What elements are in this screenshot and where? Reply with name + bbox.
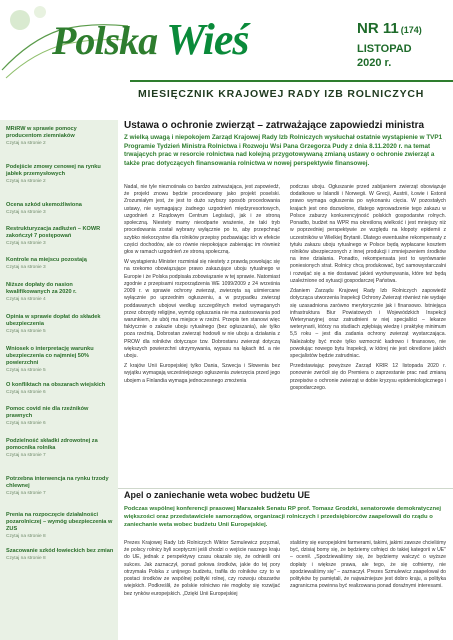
- tagline-divider: [130, 80, 453, 82]
- toc-item-page-ref: Czytaj na stronie 5: [6, 367, 46, 373]
- toc-item-title: Niższe dopłaty do nasion kwalifikowanych za 2020 r.: [6, 282, 77, 295]
- tagline: MIESIĘCZNIK KRAJOWEJ RADY IZB ROLNICZYCH: [138, 88, 425, 100]
- toc-item-page-ref: Czytaj na stronie 6: [6, 420, 46, 426]
- toc-item-page-ref: Czytaj na stronie 2: [6, 140, 46, 146]
- article-paragraph: Z krajów Unii Europejskiej tylko Dania, Szwecja i Słowenia bez wyjątku wymagają wcześniejszego ogłuszenia zwierzęcia przed jego ubojem a Finlandia wymaga jednoczesnego zmożenia: [124, 363, 280, 384]
- toc-item[interactable]: [6, 512, 114, 539]
- article-paragraph: Zdaniem Zarządu Krajowej Rady Izb Rolniczych zapowiedź dotycząca utworzenia Inspekcji Ochrony Zwierząt również nie wydaje się uzasadniona zarówno merytorycznie jak i finansowo. Istniejąca infrastruktura Biur Powiatowych i Wojewódzkich Inspekcji Weterynaryjnej oraz zatrudnieni w niej specjaliści – lekarze weterynarii, którzy na studiach zgłębiają wiedzę i praktykę minimum 5,5 roku – jest dla zadania ochrony zwierząt wystarczająca. Należałoby być może tylko wzmocnić kadrowo i finansowo, nie powołując nowego bytu Inspekcji, w której nie jest określone jakich specjalistów będzie zatrudniac.: [290, 288, 446, 360]
- toc-item-page-ref: Czytaj na stronie 5: [6, 328, 46, 334]
- issue-number: NR 11 (174): [357, 20, 422, 37]
- table-of-contents: [0, 120, 118, 640]
- toc-item-page-ref: Czytaj na stronie 8: [6, 555, 46, 561]
- toc-item-title: Ocena szkód ukemożliwiona: [6, 202, 82, 208]
- section-divider: [118, 488, 453, 489]
- article-title: Ustawa o ochronie zwierząt – zatrważające zapowiedzi ministra: [124, 120, 425, 131]
- toc-item[interactable]: [6, 282, 114, 302]
- toc-item-title: Szacowanie szkód łowieckich bez zmian: [6, 548, 114, 554]
- article-column-left: [124, 184, 280, 388]
- article-lead: Z wielką uwagą i niepokojem Zarząd Krajowej Rady Izb Rolniczych wysłuchał ostatnie wystąpienie w TVP1 Programie Tydzień Ministra Rolnictwa i Rozwoju Wsi Pana Grzegorza Pudy z dnia 8.11.2020 r. na temat trwających prac w resorcie rolnictwa nad kolejną przygotowywaną zmianą ustawy o ochronie zwierząt a także prac dotyczących finansowania rolnictwa w nowej perspektywie finansowej.: [124, 134, 443, 168]
- toc-item-page-ref: Czytaj na stronie 7: [6, 490, 46, 496]
- toc-item[interactable]: [6, 548, 114, 561]
- toc-item-page-ref: Czytaj na stronie 3: [6, 240, 46, 246]
- toc-item-title: Wniosek o interpretację warunku ubezpieczenia co najmniej 50% powierzchni: [6, 346, 94, 366]
- toc-item-page-ref: Czytaj na stronie 8: [6, 533, 46, 539]
- article2-column-right: staliśmy się europejskimi farmerami, takimi, jakimi zawsze chcieliśmy być, dzisiaj bomy się, że będziemy cofnięci do takiej kategorii w UE" – ocenił. „Spodziewaliśmy się, że będziemy walczyć o wyższe dopłaty i większe prawa, ale tego, że się cofniemy, nie spodziewaliśmy się" – zaznaczył. Prezes Szmulewicz zaapelował do polityków by pamiętali, że najważniejsze jest dobro kraju, a polityka zagraniczna powinna być realizowana ponad doraźnymi interesami.: [290, 540, 446, 590]
- article-paragraph: podczas uboju. Ogłuszanie przed zabijaniem zwierząt obowiązuje dodatkowo w Islandii i Norwegii. W Grecji, Austrii, Łowie i Estonii prawo wymaga ogłuszenia po wykonaniu cięcia. W pozostałych krajach jest ono dozwolone, dlatego wprowadzenie tego zakazu w Polsce zaburzy konkurencyjność polskich gospodarstw rolnych. Ponadto, budżet na WPR ma określoną wielkość i jest mniejszy niż w poprzedniej perspektywie ze względu na kłopoty epidemii z uczestników w Wielkiej Brytanii. Dlatego ewentualne rekompensaty z tytułu zakazu uboju rytualnego w Polsce będą wypłacane kosztem rolników ubezpieczonych z innej produkcji i zmniejszeniem środków na inne działania. Ponadto, rekompensata jest to wyrównanie poniesionych strat. Rolnicy chcą produkować, być samowystarczalni i rozwijać się a nie dostawać jakieś wyrównywania, które też będą uzależnione od sytuacji gospodarczej Państwa.: [290, 184, 446, 284]
- toc-item-page-ref: Czytaj na stronie 3: [6, 209, 46, 215]
- toc-item[interactable]: [6, 202, 114, 215]
- article-paragraph: Przedstawiając powyższe Zarząd KRIR 12 listopada 2020 r. ponownie zwrócił się do Premiera o zaprzestanie prac nad zmianą przepisów o ochronie zwierząt w dobie kryzysu epidemiologicznego i gospodarczego.: [290, 363, 446, 391]
- logo[interactable]: Polska Wieś: [52, 15, 249, 64]
- toc-item-title: Restrukturyzacja zadłużeń – KOWR zakończył 7 postępowań: [6, 226, 101, 239]
- toc-item-title: O konfliktach na obszarach wiejskich: [6, 382, 106, 388]
- issue-month: LISTOPAD: [357, 43, 412, 55]
- article-paragraph: W wystąpieniu Minister rozminiał się niestety z prawdą powołując się na rzekomo obowiązujące prawo zakazujące uboju rytualnego w Europie i że Polska podpisała zobowiązanie w tej sprawie. Natomiast zgodnie z przepisami rozporządzenia WE 1099/2009 z 24 września 2009 r. w sprawie ochrony zwierząt, zwierzęta są uśmiercane wyłącznie po uprzednim ogłuszeniu, a w przypadku zwierząt poddawanych ubojowi według szczególnych metod wymaganych przez obrzędy religijne, wymóg ogłuszania nie ma zastosowania pod warunkiem, że ubój ma miejsce w rzeźni. Przepis ten stanowi więc faktycznie o zakazie uboju rytualnego (bez ogłuszania), ale tylko poza rzeźnią. Dobrostan zwierząt hodowli w nie uboju a działania z PROW dla rolników dotyczące tzw. Dobrostanu zwierząt dotyczą większych powierzchni utrzymywania, wypasu na łąkach itd. a nie uboju.: [124, 259, 280, 360]
- toc-item[interactable]: [6, 476, 114, 496]
- issue-year: 2020 r.: [357, 57, 392, 69]
- toc-item-page-ref: Czytaj na stronie 7: [6, 452, 46, 458]
- toc-item-title: Podzielność składki zdrowotnej za pomocnika rolnika: [6, 438, 98, 451]
- issue-info: [357, 20, 443, 69]
- toc-item-title: Prenia na rozpoczęcie działalności pozarolniczej – wymóg ubezpieczenia w ZUS: [6, 512, 113, 532]
- article-column-right: [290, 184, 446, 395]
- toc-item[interactable]: [6, 346, 114, 373]
- article2-column-left: Prezes Krajowej Rady Izb Rolniczych Wiktor Szmulewicz przyznał, że polscy rolnicy byli sceptyczni jeśli chodzi o wejście naszego kraju do UE, jednak z perspektywy czasu okazało się, że odnieśli oni sukces. Jak zaznaczył, ponad połowa środków, jakie do tej pory otrzymała Polska z unijnego budżetu, trafiła do rolników czy to w postaci środków ze wspólnej polityki rolnej, czy rozwoju obszarów wiejskich. Podkreślił, że polskie rolnictwo nie mogłoby się rozwijać bez rynków europejskich. „Dzięki Unii Europejskiej: [124, 540, 280, 597]
- toc-item-title: Pomoc covid nie dla rzeźników prawnych: [6, 406, 89, 419]
- article-paragraph: Nadal, nie tyle nieznośnała co bardzo zatrważająca, jest zapowiedź, że projekt znowu będzie procedowany jako projekt poselski. Zrozumiałym jest, że jest to dużo szybszy sposób procedowania ustawy, nie wymagający żadnego uzgodnień międzyresortowych, uzgodnień z Rządowym Centrum Legislacji, jak i ze stroną społeczną. Niestety mamy nieodparte wrażenie, że taki tryb procedowania został wybrany wyłącznie po to, aby przepchnąć szybko niekorzystne dla rolników przepisy pozbawiając ich w efekcie części dochodów, ale co równie niepokojące zabierając im również głos w ramach uzgodnień ze stroną społeczną.: [124, 184, 280, 255]
- toc-item-page-ref: Czytaj na stronie 4: [6, 296, 46, 302]
- toc-item[interactable]: [6, 126, 114, 146]
- toc-item[interactable]: [6, 438, 114, 458]
- article2-lead: Podczas wspólnej konferencji prasowej Marszałek Senatu RP prof. Tomasz Grodzki, senatorowie demokratycznej większości oraz przedstawiciele samorządów, organizacji rolniczych i przedsiębiorców zaapelowali do rządu o zaniechanie weta wobec budżetu Unii Europejskiej.: [124, 506, 441, 529]
- toc-item-title: MRiRW w sprawie pomocy producentom ziemniaków: [6, 126, 77, 139]
- toc-item-title: Opinia w sprawie dopłat do składek ubezpieczenia: [6, 314, 101, 327]
- article-main: [124, 120, 446, 391]
- toc-item[interactable]: [6, 226, 114, 246]
- toc-item-page-ref: Czytaj na stronie 6: [6, 389, 46, 395]
- toc-item[interactable]: [6, 164, 114, 184]
- toc-item[interactable]: [6, 314, 114, 334]
- toc-item-title: Potrzebna interwencja na rynku trzody chlewnej: [6, 476, 109, 489]
- masthead: [0, 0, 453, 112]
- article2-title: Apel o zaniechanie weta wobec budżetu UE: [124, 490, 311, 500]
- toc-item-page-ref: Czytaj na stronie 2: [6, 178, 46, 184]
- toc-item[interactable]: [6, 382, 114, 395]
- toc-item-title: Podejście zmowy cenowej na rynku jabłek przemysłowych: [6, 164, 101, 177]
- toc-item-page-ref: Czytaj na stronie 3: [6, 264, 46, 270]
- toc-item-title: Kontrole na miejscu pozostają: [6, 257, 87, 263]
- toc-item[interactable]: [6, 257, 114, 270]
- toc-item[interactable]: [6, 406, 114, 426]
